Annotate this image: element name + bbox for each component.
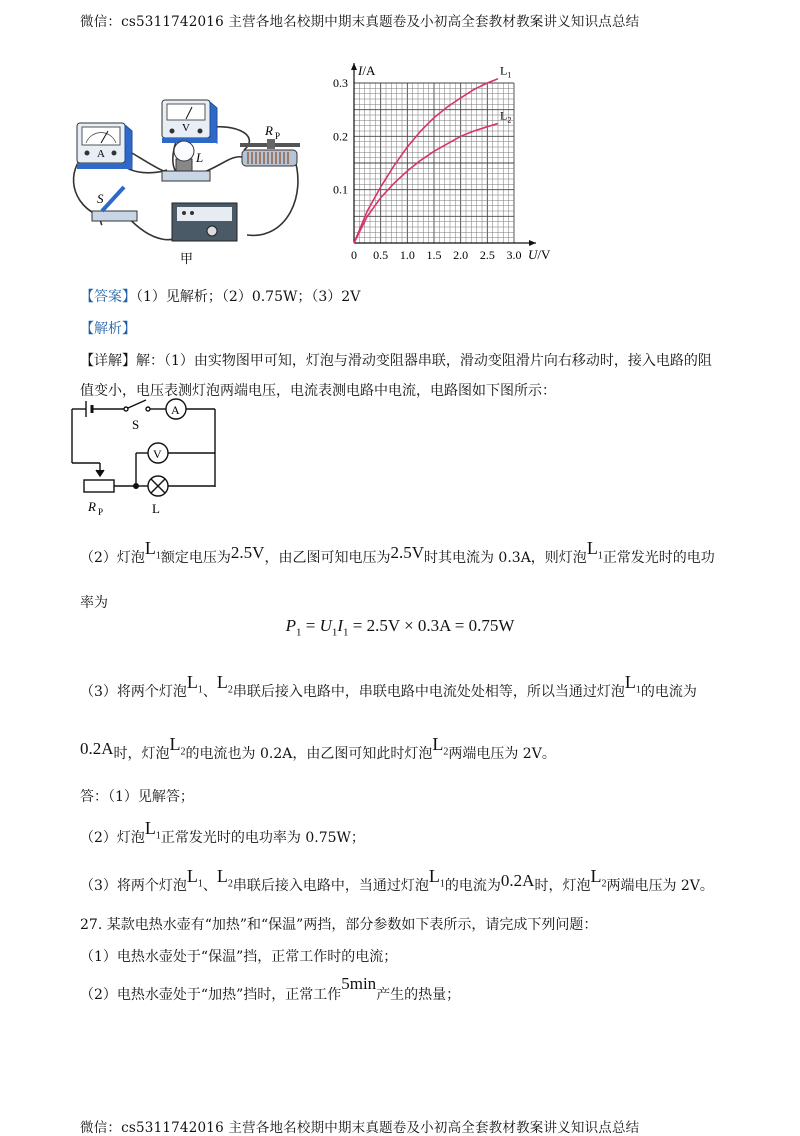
- ammeter-label: A: [97, 148, 105, 160]
- chart-ticks: [333, 76, 522, 262]
- svg-text:V: V: [182, 122, 190, 134]
- x-axis-label: U/V: [528, 247, 551, 262]
- answer-text: （1）见解析；（2）0.75W；（3）2V: [136, 289, 361, 305]
- chart-axes: [351, 63, 536, 246]
- detail-tag: 【详解】: [80, 353, 136, 369]
- x-tick-label: 0.5: [373, 248, 389, 262]
- part2-line-1: （2）灯泡$L_1$额定电压为2.5V，由乙图可知电压为2.5V时其电流为 0.3A，则灯泡$L_1$正常发光时的电功: [80, 538, 715, 566]
- figure-jia-apparatus: [62, 95, 322, 275]
- y-tick-label: 0.1: [333, 182, 348, 197]
- reply-line-1: 答：（1）见解答；: [80, 789, 194, 805]
- svg-text:P: P: [275, 131, 281, 141]
- y-axis-arrow: [351, 63, 357, 70]
- x-tick-label: 3.0: [506, 248, 522, 262]
- series-label-L1: $L_1$: [500, 63, 512, 80]
- x-tick-label: 0: [351, 248, 357, 262]
- q27-line-3: （2）电热水壶处于“加热”挡时，正常工作5min产生的热量；: [80, 974, 461, 1003]
- y-tick-label: 0.2: [333, 129, 348, 144]
- rheostat-device: [240, 123, 300, 166]
- detail-line-2: 值变小，电压表测灯泡两端电压，电流表测电路中电流，电路图如下图所示：: [80, 383, 556, 399]
- detail-line-1: 【详解】解：（1）由实物图甲可知，灯泡与滑动变阻器串联，滑动变阻滑片向右移动时，接入电路的阻: [80, 353, 712, 369]
- series-line-L1: [354, 79, 498, 243]
- analysis-tag: 【解析】: [80, 321, 136, 337]
- part3-line-1: （3）将两个灯泡$L_1$、$L_2$串联后接入电路中，串联电路中电流处处相等，所以当通过灯泡$L_1$的电流为: [80, 672, 697, 700]
- circuit-rheostat-label: R: [88, 499, 96, 514]
- q27-line-2: （1）电热水壶处于“保温”挡，正常工作时的电流；: [80, 949, 398, 965]
- x-tick-label: 2.5: [479, 248, 495, 262]
- y-tick-label: 0.3: [333, 76, 348, 90]
- x-tick-label: 2.0: [453, 248, 469, 262]
- power-formula: $P_1 = U_1I_1 = 2.5V \times 0.3A = 0.75W$: [285, 616, 515, 639]
- iu-chart: [320, 58, 570, 268]
- circuit-switch-label: S: [132, 417, 140, 432]
- reply-line-3: （3）将两个灯泡$L_1$、$L_2$串联后接入电路中，当通过灯泡$L_1$的电流为0.2A时，灯泡$L_2$两端电压为 2V。: [80, 866, 714, 894]
- switch-device: [92, 187, 137, 221]
- chart-grid: [354, 83, 514, 243]
- voltmeter-device: [162, 100, 217, 143]
- x-axis-arrow: [529, 240, 536, 246]
- circuit-diagram: [62, 395, 232, 520]
- part3-line-2: 0.2A时，灯泡$L_2$的电流也为 0.2A，由乙图可知此时灯泡$L_2$两端电压为 2V。: [80, 734, 556, 762]
- answer-tag: 【答案】: [80, 289, 136, 305]
- circuit-ammeter-label: A: [171, 403, 180, 417]
- reply-line-2: （2）灯泡$L_1$正常发光时的电功率为 0.75W；: [80, 818, 365, 846]
- x-tick-label: 1.0: [399, 248, 415, 262]
- ammeter-device: [77, 123, 132, 169]
- x-tick-label: 1.5: [426, 248, 442, 262]
- answer-line: [80, 286, 360, 306]
- y-axis-label: I/A: [358, 63, 376, 78]
- svg-text:R: R: [265, 123, 273, 138]
- power-supply-device: [172, 203, 237, 241]
- lamp-device: [162, 141, 210, 181]
- part2-line-2: 率为: [80, 595, 108, 611]
- svg-text:S: S: [97, 191, 104, 206]
- series-label-L2: $L_2$: [500, 108, 512, 125]
- circuit-lamp-label: L: [152, 501, 160, 516]
- svg-text:P: P: [98, 507, 104, 517]
- circuit-voltmeter-label: V: [153, 447, 162, 461]
- page-header: 微信：cs5311742016 主营各地名校期中期末真题卷及小初高全套教材教案讲义知识点总结: [80, 14, 640, 30]
- figure-jia-caption: 甲: [180, 251, 194, 266]
- page-footer: 微信：cs5311742016 主营各地名校期中期末真题卷及小初高全套教材教案讲义知识点总结: [80, 1120, 640, 1136]
- svg-text:L: L: [196, 150, 204, 165]
- q27-line-1: 27. 某款电热水壶有“加热”和“保温”两挡，部分参数如下表所示，请完成下列问题：: [80, 917, 598, 933]
